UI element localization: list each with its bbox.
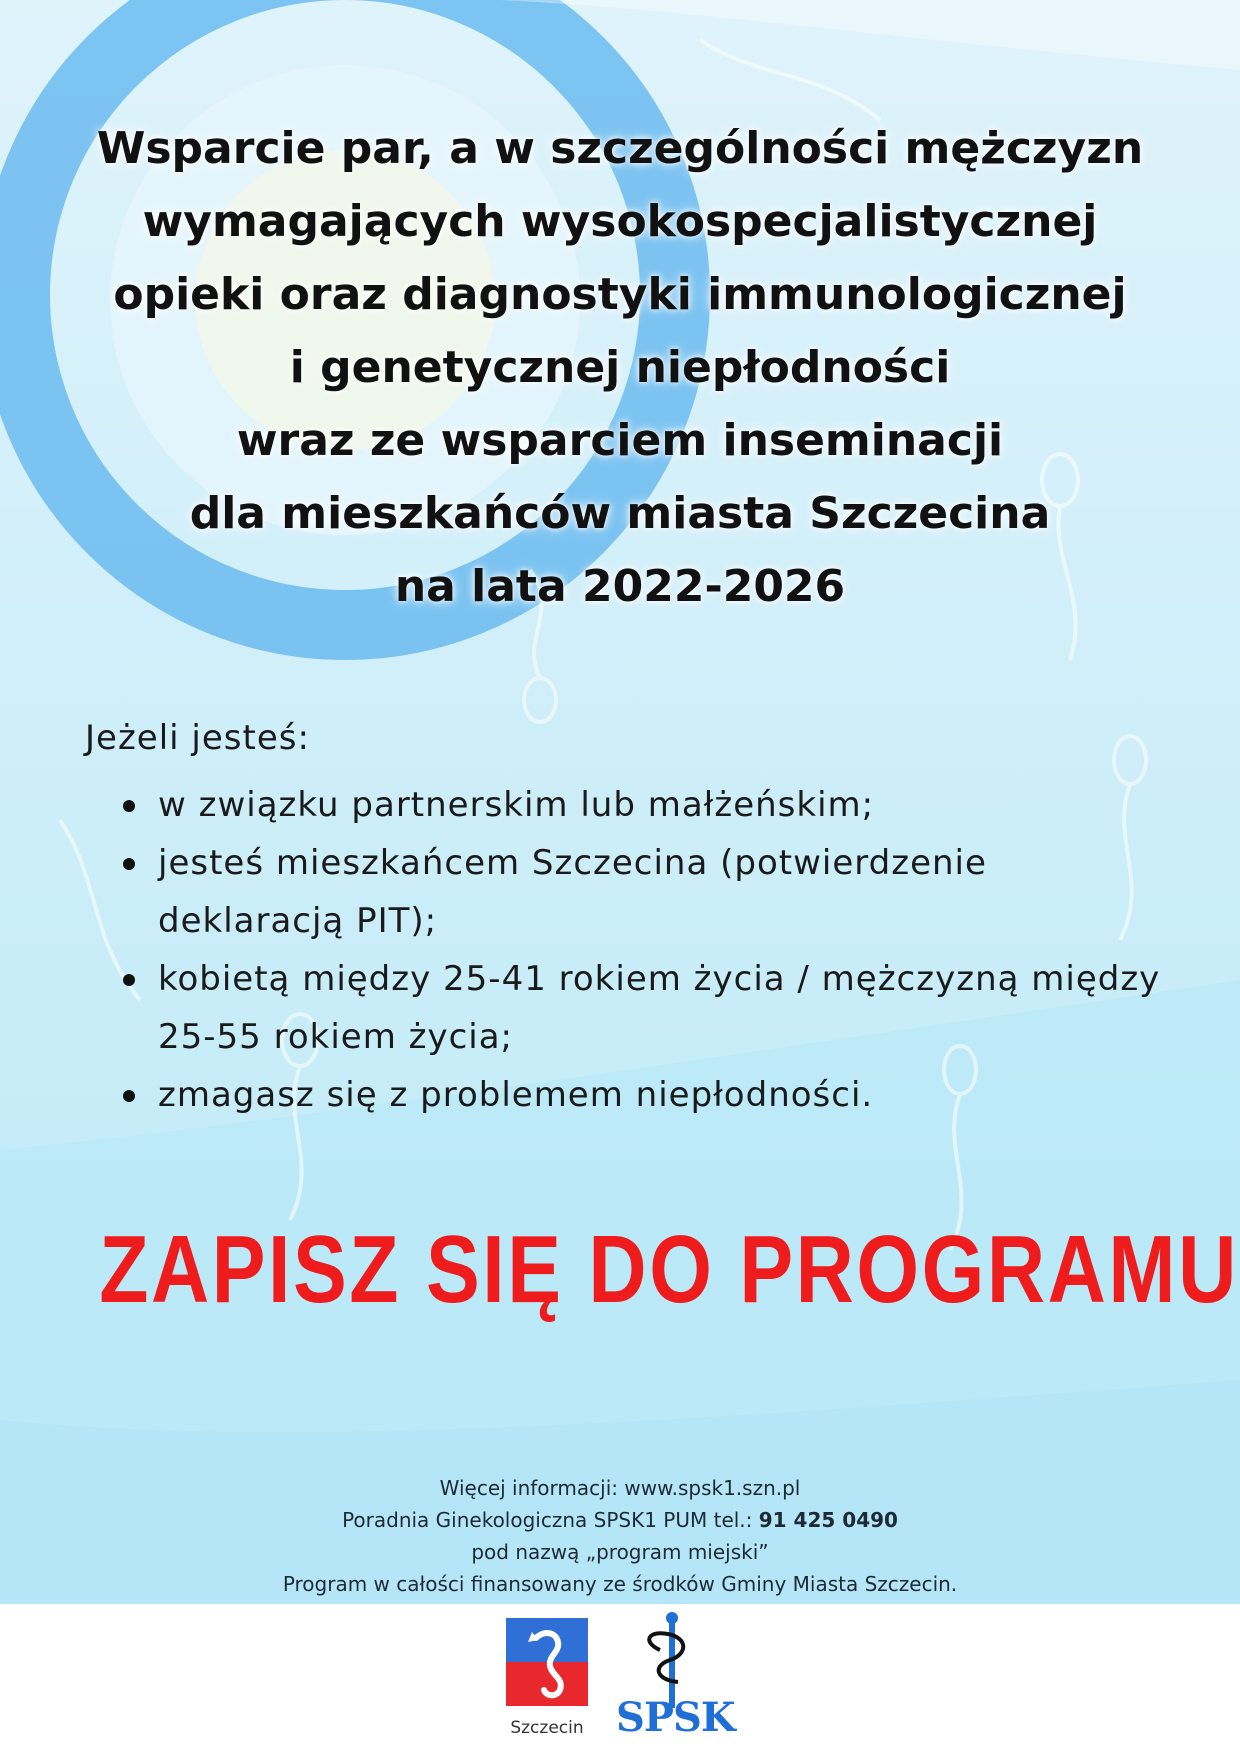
spsk-wordmark: SPSK	[616, 1694, 735, 1741]
eligibility-list	[118, 776, 1178, 1124]
logo-footer	[0, 1604, 1240, 1754]
clinic-label: Poradnia Ginekologiczna SPSK1 PUM tel.:	[342, 1508, 759, 1532]
eligibility-text: w związku partnerskim lub małżeńskim;	[158, 785, 875, 825]
city-logo-caption: Szczecin	[510, 1718, 584, 1738]
contact-info	[0, 1472, 1240, 1600]
program-name-line: pod nazwą „program miejski”	[471, 1540, 769, 1564]
title-line: dla mieszkańców miasta Szczecina	[189, 488, 1051, 539]
clinic-phone-line	[0, 1504, 1240, 1536]
title-line: i genetycznej niepłodności	[289, 342, 951, 393]
more-info-line: Więcej informacji: www.spsk1.szn.pl	[439, 1476, 801, 1500]
bullet-icon	[123, 1090, 135, 1102]
title-line: Wsparcie par, a w szczególności mężczyzn	[96, 123, 1144, 174]
signup-call-to-action: ZAPISZ SIĘ DO PROGRAMU	[99, 1216, 1239, 1323]
title-line: wymagających wysokospecjalistycznej	[142, 196, 1098, 247]
eligibility-text: kobietą między 25-41 rokiem życia / mężczyzną między 25-55 rokiem życia;	[158, 959, 1161, 1057]
eligibility-text: zmagasz się z problemem niepłodności.	[158, 1075, 874, 1115]
bullet-icon	[123, 974, 135, 986]
phone-number: 91 425 0490	[758, 1508, 898, 1532]
eligibility-intro: Jeżeli jesteś:	[85, 718, 310, 758]
spsk-hospital-logo	[612, 1610, 742, 1750]
program-title	[40, 112, 1200, 623]
title-line: na lata 2022-2026	[394, 561, 846, 612]
bullet-icon	[123, 858, 135, 870]
szczecin-city-logo	[506, 1618, 588, 1748]
griffin-icon	[506, 1618, 588, 1706]
city-emblem	[506, 1618, 588, 1706]
eligibility-item	[118, 1066, 1178, 1124]
funding-line: Program w całości finansowany ze środków Gminy Miasta Szczecin.	[282, 1572, 958, 1596]
title-line: wraz ze wsparciem inseminacji	[236, 415, 1004, 466]
bullet-icon	[123, 800, 135, 812]
eligibility-item	[118, 950, 1178, 1066]
title-line: opieki oraz diagnostyki immunologicznej	[113, 269, 1127, 320]
eligibility-item	[118, 776, 1178, 834]
eligibility-text: jesteś mieszkańcem Szczecina (potwierdzenie deklaracją PIT);	[158, 843, 987, 941]
eligibility-item	[118, 834, 1178, 950]
